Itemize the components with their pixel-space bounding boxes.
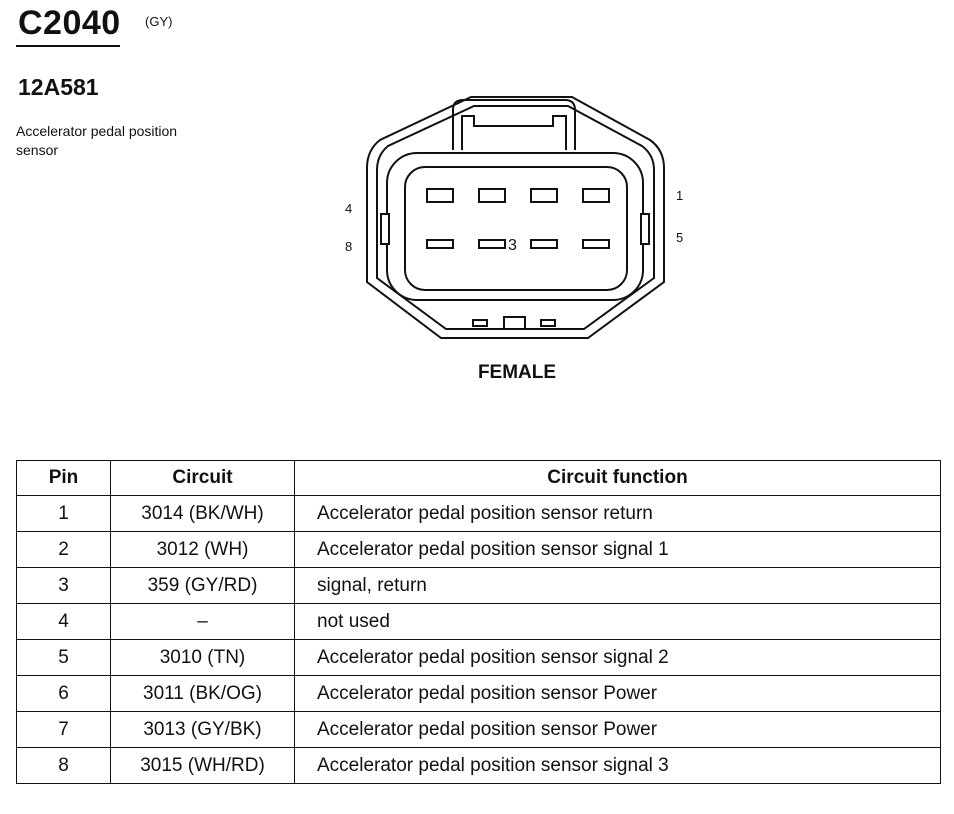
cell-function: not used bbox=[295, 604, 941, 640]
cell-circuit: 359 (GY/RD) bbox=[111, 568, 295, 604]
table-row bbox=[17, 748, 941, 784]
pin-label-1: 1 bbox=[676, 188, 684, 203]
cell-function: Accelerator pedal position sensor signal 3 bbox=[295, 748, 941, 784]
part-description: Accelerator pedal position sensor bbox=[16, 123, 178, 158]
part-number: 12A581 bbox=[18, 74, 99, 100]
table-row bbox=[17, 532, 941, 568]
table-row bbox=[17, 676, 941, 712]
notch-right bbox=[641, 214, 649, 244]
header-pin: Pin bbox=[17, 461, 111, 496]
cell-circuit: 3012 (WH) bbox=[111, 532, 295, 568]
pin-label-5: 5 bbox=[676, 230, 684, 245]
connector-id: C2040 bbox=[18, 4, 121, 42]
pin-cavity-5 bbox=[583, 240, 609, 248]
cavity-outer bbox=[387, 153, 643, 300]
cell-circuit: 3014 (BK/WH) bbox=[111, 496, 295, 532]
cell-function: Accelerator pedal position sensor Power bbox=[295, 712, 941, 748]
cell-pin: 1 bbox=[17, 496, 111, 532]
table-row bbox=[17, 640, 941, 676]
notch-left bbox=[381, 214, 389, 244]
pin-label-3: 3 bbox=[508, 237, 517, 254]
cell-pin: 4 bbox=[17, 604, 111, 640]
cell-circuit: – bbox=[111, 604, 295, 640]
cell-function: Accelerator pedal position sensor Power bbox=[295, 676, 941, 712]
pin-cavity-2 bbox=[531, 189, 557, 202]
pin-cavity-4 bbox=[427, 189, 453, 202]
pin-cavity-3-top bbox=[479, 189, 505, 202]
pin-cavity-6 bbox=[531, 240, 557, 248]
cell-function: signal, return bbox=[295, 568, 941, 604]
cell-pin: 3 bbox=[17, 568, 111, 604]
header-circuit: Circuit bbox=[111, 461, 295, 496]
bottom-tab-right bbox=[541, 320, 555, 326]
latch-inner bbox=[462, 116, 566, 150]
cell-circuit: 3015 (WH/RD) bbox=[111, 748, 295, 784]
pin-cavity-7 bbox=[479, 240, 505, 248]
cell-function: Accelerator pedal position sensor signal 2 bbox=[295, 640, 941, 676]
pin-cavity-8 bbox=[427, 240, 453, 248]
cell-pin: 8 bbox=[17, 748, 111, 784]
cell-pin: 5 bbox=[17, 640, 111, 676]
table-header-row bbox=[17, 461, 941, 496]
bottom-tab-center bbox=[504, 317, 525, 329]
cell-circuit: 3010 (TN) bbox=[111, 640, 295, 676]
cell-pin: 6 bbox=[17, 676, 111, 712]
header-circuit-function: Circuit function bbox=[295, 461, 941, 496]
connector-color: (GY) bbox=[145, 14, 173, 29]
cell-circuit: 3011 (BK/OG) bbox=[111, 676, 295, 712]
pin-label-4: 4 bbox=[345, 201, 353, 216]
table-row bbox=[17, 568, 941, 604]
pin-cavity-1 bbox=[583, 189, 609, 202]
bottom-tab-left bbox=[473, 320, 487, 326]
cell-pin: 2 bbox=[17, 532, 111, 568]
pin-table bbox=[16, 460, 941, 784]
table-row bbox=[17, 604, 941, 640]
table-row bbox=[17, 496, 941, 532]
pin-label-8: 8 bbox=[345, 239, 353, 254]
housing-inner-line bbox=[377, 106, 654, 329]
table-row bbox=[17, 712, 941, 748]
cell-circuit: 3013 (GY/BK) bbox=[111, 712, 295, 748]
cavity-inner bbox=[405, 167, 627, 290]
cell-function: Accelerator pedal position sensor return bbox=[295, 496, 941, 532]
view-label: FEMALE bbox=[477, 362, 557, 383]
cell-pin: 7 bbox=[17, 712, 111, 748]
cell-function: Accelerator pedal position sensor signal 1 bbox=[295, 532, 941, 568]
